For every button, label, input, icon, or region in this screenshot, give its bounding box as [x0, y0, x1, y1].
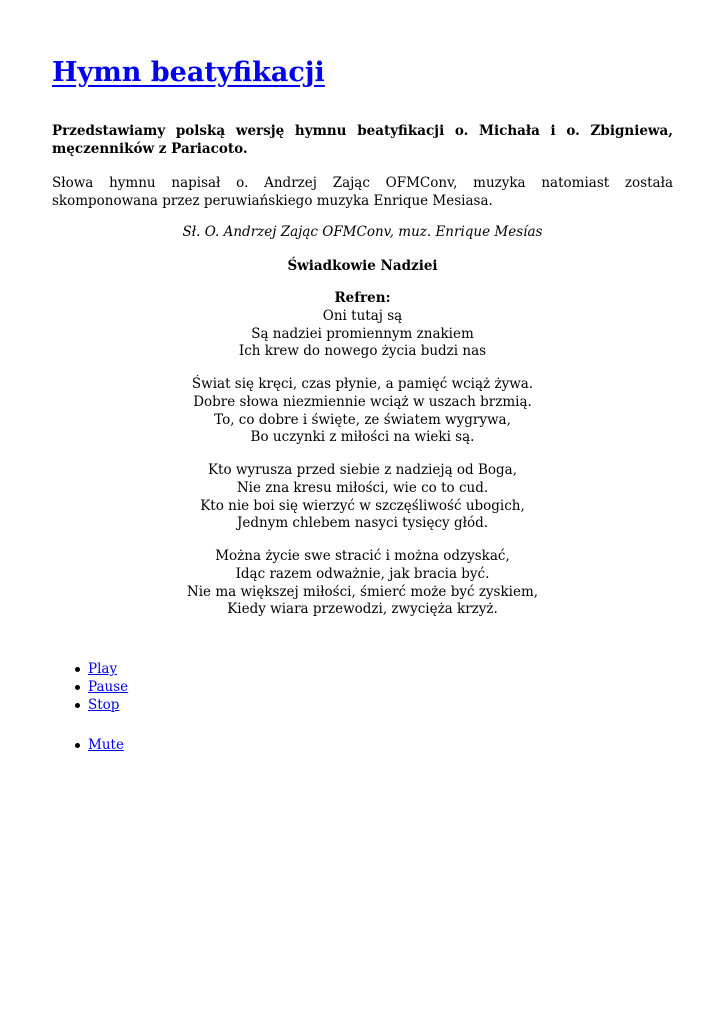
refrain	[52, 290, 673, 361]
verse-3	[52, 548, 673, 619]
mute-button[interactable]: Mute	[88, 737, 124, 753]
verse-line: Idąc razem odważnie, jak bracia być.	[235, 565, 490, 582]
player-volume-controls	[88, 736, 124, 754]
verse-2	[52, 462, 673, 533]
verse-line: Świat się kręci, czas płynie, a pamięć wciąż żywa.	[191, 376, 534, 392]
play-button[interactable]: Play	[88, 661, 118, 677]
play-item	[88, 660, 128, 678]
verse-line: Kto nie boi się wierzyć w szczęśliwość ubogich,	[200, 497, 525, 514]
verse-line: Jednym chlebem nasyci tysięcy głód.	[236, 515, 489, 532]
refrain-line: Są nadziei promiennym znakiem	[251, 325, 474, 342]
page-title	[52, 54, 325, 92]
verse-line: Można życie swe stracić i można odzyskać,	[215, 548, 510, 564]
verse-line: Nie zna kresu miłości, wie co to cud.	[236, 479, 489, 496]
pause-button[interactable]: Pause	[88, 679, 129, 695]
mute-item	[88, 736, 124, 754]
title-link[interactable]: Hymn beatyfikacji	[52, 57, 325, 88]
verse-1	[52, 376, 673, 447]
song-credit: Sł. O. Andrzej Zając OFMConv, muz. Enrique Mesías	[182, 224, 543, 240]
refrain-label: Refren:	[334, 290, 391, 306]
verse-line: Kiedy wiara przewodzi, zwycięża krzyż.	[227, 601, 498, 618]
refrain-line: Ich krew do nowego życia budzi nas	[238, 343, 487, 360]
intro-paragraph: Słowa hymnu napisał o. Andrzej Zając OFMConv, muzyka natomiast została skomponowana przez peruwiańskiego muzyka Enrique Mesiasa.	[52, 175, 673, 209]
verse-line: To, co dobre i święte, ze światem wygrywa,	[214, 411, 511, 428]
pause-item	[88, 678, 128, 696]
stop-item	[88, 696, 128, 714]
lead-paragraph: Przedstawiamy polską wersję hymnu beatyfikacji o. Michała i o. Zbigniewa, męczenników z Pariacoto.	[52, 123, 673, 157]
verse-line: Dobre słowa niezmiennie wciąż w uszach brzmią.	[193, 393, 532, 410]
stop-button[interactable]: Stop	[88, 697, 120, 713]
verse-line: Kto wyrusza przed siebie z nadzieją od Boga,	[207, 462, 518, 478]
refrain-line: Oni tutaj są	[322, 307, 403, 324]
verse-line: Bo uczynki z miłości na wieki są.	[250, 429, 475, 446]
song-title: Świadkowie Nadziei	[287, 258, 438, 274]
player-controls	[88, 660, 128, 714]
verse-line: Nie ma większej miłości, śmierć może być zyskiem,	[186, 583, 539, 600]
